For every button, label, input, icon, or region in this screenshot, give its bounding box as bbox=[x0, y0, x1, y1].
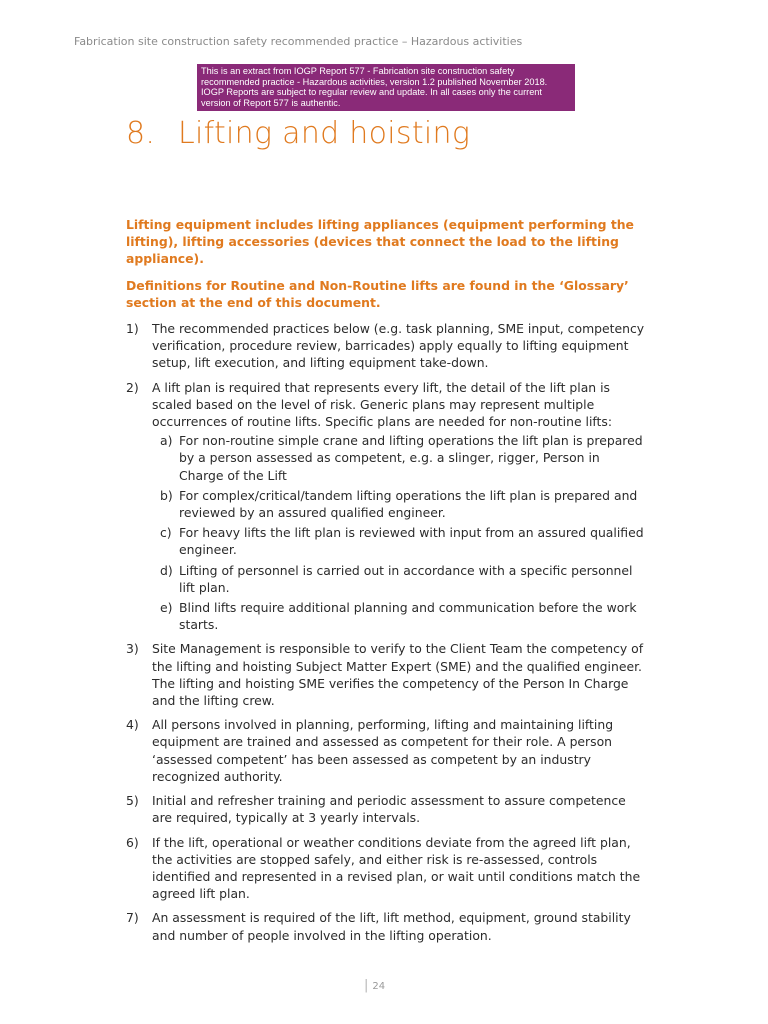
intro-paragraph-2: Definitions for Routine and Non-Routine lifts are found in the ‘Glossary’ section at the end of this document. bbox=[126, 277, 629, 310]
sublist-item-marker: d) bbox=[160, 562, 173, 578]
list-item-text: The recommended practices below (e.g. task planning, SME input, competency verification, procedure review, barricades) apply equally to lifting equipment setup, lift execution, and lifting equipment take-down. bbox=[152, 321, 645, 371]
section-body bbox=[126, 216, 646, 951]
running-header: Fabrication site construction safety recommended practice – Hazardous activities bbox=[74, 35, 523, 48]
list-item-marker: 7) bbox=[126, 910, 139, 926]
list-item-marker: 1) bbox=[126, 321, 139, 337]
list-item bbox=[126, 792, 646, 826]
page-number: 24 bbox=[372, 981, 386, 992]
list-item-marker: 4) bbox=[126, 717, 139, 733]
sublist-item-marker: e) bbox=[160, 600, 173, 616]
footer-separator: | bbox=[364, 978, 369, 993]
list-item-text: If the lift, operational or weather conditions deviate from the agreed lift plan, the activities are stopped safely, and either risk is re-assessed, controls identified and represented in a revised plan, or wait until conditions match the agreed lift plan. bbox=[152, 834, 641, 902]
list-item-marker: 6) bbox=[126, 834, 139, 850]
list-item-text: Site Management is responsible to verify to the Client Team the competency of the lifting and hoisting Subject Matter Expert (SME) and the qualified engineer. The lifting and hoisting SME verifies the competency of the Person In Charge and the lifting crew. bbox=[152, 641, 644, 709]
list-item-text: A lift plan is required that represents every lift, the detail of the lift plan is scaled based on the level of risk. Generic plans may represent multiple occurrences of routine lifts. Specific plans are needed for non-routine lifts: bbox=[152, 379, 613, 430]
extract-notice-box bbox=[197, 64, 575, 111]
sublist-item bbox=[152, 524, 646, 558]
list-item bbox=[126, 640, 646, 709]
intro-paragraph-1: Lifting equipment includes lifting appliances (equipment performing the lifting), lifting accessories (devices that connect the load to the lifting appliance). bbox=[126, 217, 634, 267]
section-title: Lifting and hoisting bbox=[178, 116, 471, 151]
sublist-item-marker: c) bbox=[160, 525, 172, 541]
sublist-item bbox=[152, 487, 646, 521]
sublist-item bbox=[152, 599, 646, 633]
sublist-item bbox=[152, 562, 646, 596]
list-item-text: Initial and refresher training and periodic assessment to assure competence are required, typically at 3 yearly intervals. bbox=[152, 793, 626, 826]
list-item bbox=[126, 909, 646, 943]
list-item-text: All persons involved in planning, performing, lifting and maintaining lifting equipment are trained and assessed as competent for their role. A person ‘assessed competent’ has been assessed as competent by an industry recognized authority. bbox=[152, 717, 614, 784]
list-item bbox=[126, 379, 646, 634]
sublist-item-marker: b) bbox=[160, 487, 173, 503]
notice-line-2: IOGP Reports are subject to regular review and update. In all cases only the current version of Report 577 is authentic. bbox=[201, 87, 542, 108]
sublist-item-text: Blind lifts require additional planning and communication before the work starts. bbox=[179, 600, 637, 633]
list-item-marker: 5) bbox=[126, 793, 139, 809]
list-item bbox=[126, 716, 646, 785]
sublist-item-marker: a) bbox=[160, 433, 173, 449]
sublist-item bbox=[152, 432, 646, 484]
sublist-item-text: For complex/critical/tandem lifting operations the lift plan is prepared and reviewed by an assured qualified engineer. bbox=[179, 487, 638, 521]
section-heading bbox=[126, 116, 470, 151]
lift-plan-sublist bbox=[152, 432, 646, 633]
recommended-practice-list bbox=[126, 320, 646, 944]
notice-line-1: This is an extract from IOGP Report 577 - Fabrication site construction safety recommended practice - Hazardous activities, version 1.2 published November 2018. bbox=[201, 66, 548, 87]
list-item bbox=[126, 320, 646, 372]
list-item-marker: 2) bbox=[126, 379, 139, 395]
sublist-item-text: For heavy lifts the lift plan is reviewed with input from an assured qualified engineer. bbox=[179, 525, 644, 558]
list-item-marker: 3) bbox=[126, 641, 139, 657]
section-number: 8. bbox=[126, 116, 156, 151]
list-item-text: An assessment is required of the lift, lift method, equipment, ground stability and number of people involved in the lifting operation. bbox=[152, 910, 631, 943]
sublist-item-text: For non-routine simple crane and lifting operations the lift plan is prepared by a person assessed as competent, e.g. a slinger, rigger, Person in Charge of the Lift bbox=[179, 433, 643, 483]
page-footer bbox=[364, 978, 385, 993]
list-item bbox=[126, 834, 646, 903]
sublist-item-text: Lifting of personnel is carried out in accordance with a specific personnel lift plan. bbox=[179, 562, 633, 595]
